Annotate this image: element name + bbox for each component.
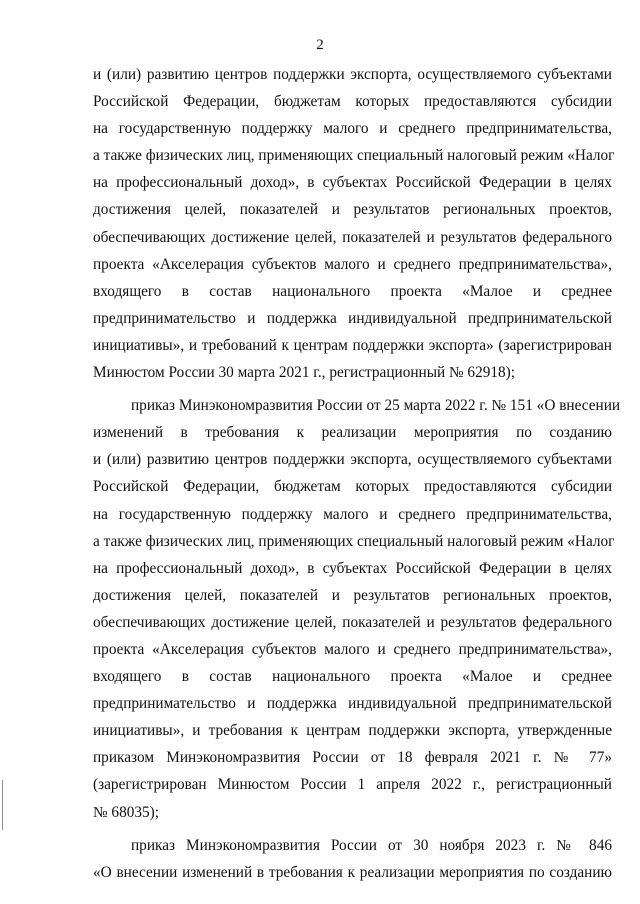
page-number: 2 <box>316 37 324 53</box>
text-line: и (или) развитию центров поддержки экспорта, осуществляемого субъектами <box>93 66 612 83</box>
text-line: инициативы», и требований к центрам поддержки экспорта» (зарегистрирован <box>93 336 612 354</box>
text-line: инициативы», и требования к центрам поддержки экспорта, утвержденные <box>93 722 612 740</box>
text-line: на профессиональный доход», в субъектах Российской Федерации в целях <box>93 559 612 577</box>
paragraph-2 <box>93 392 621 826</box>
text-line: на профессиональный доход», в субъектах Российской Федерации в целях <box>93 174 612 192</box>
text-line: предпринимательство и поддержка индивидуальной предпринимательской <box>93 695 612 713</box>
text-line: приказ Минэкономразвития России от 30 ноября 2023 г. № 846 <box>131 836 612 854</box>
text-line: достижения целей, показателей и результатов региональных проектов, <box>93 201 612 219</box>
text-line: (зарегистрирован Минюстом России 1 апреля 2022 г., регистрационный <box>93 776 612 794</box>
text-line: и (или) развитию центров поддержки экспорта, осуществляемого субъектами <box>93 451 612 469</box>
text-line: обеспечивающих достижение целей, показателей и результатов федерального <box>93 228 612 246</box>
text-line: достижения целей, показателей и результатов региональных проектов, <box>93 586 612 604</box>
text-line: а также физических лиц, применяющих специальный налоговый режим «Налог <box>93 532 615 550</box>
text-line: приказ Минэкономразвития России от 25 марта 2022 г. № 151 «О внесении <box>131 397 621 415</box>
text-line: Российской Федерации, бюджетам которых предоставляются субсидии <box>93 93 612 111</box>
text-line: Российской Федерации, бюджетам которых предоставляются субсидии <box>93 478 612 496</box>
text-line: проекта «Акселерация субъектов малого и среднего предпринимательства», <box>93 255 612 273</box>
paragraph-3 <box>93 832 612 886</box>
text-line: входящего в состав национального проекта «Малое и среднее <box>93 668 612 686</box>
text-line: «О внесении изменений в требования к реализации мероприятия по созданию <box>93 863 612 881</box>
text-line: входящего в состав национального проекта «Малое и среднее <box>93 282 612 300</box>
text-line: на государственную поддержку малого и среднего предпринимательства, <box>93 120 612 138</box>
text-line: Минюстом России 30 марта 2021 г., регистрационный № 62918); <box>93 364 516 382</box>
document-body <box>93 61 621 886</box>
text-line: изменений в требования к реализации мероприятия по созданию <box>93 424 612 442</box>
text-line: а также физических лиц, применяющих специальный налоговый режим «Налог <box>93 147 615 165</box>
text-line: на государственную поддержку малого и среднего предпринимательства, <box>93 505 612 523</box>
text-line: № 68035); <box>93 803 160 821</box>
text-line: проекта «Акселерация субъектов малого и среднего предпринимательства», <box>93 640 612 658</box>
scan-artifact <box>2 780 3 830</box>
text-line: обеспечивающих достижение целей, показателей и результатов федерального <box>93 613 612 631</box>
paragraph-1 <box>93 61 615 386</box>
text-line: приказом Минэкономразвития России от 18 февраля 2021 г. № 77» <box>93 749 612 767</box>
text-line: предпринимательство и поддержка индивидуальной предпринимательской <box>93 309 612 327</box>
